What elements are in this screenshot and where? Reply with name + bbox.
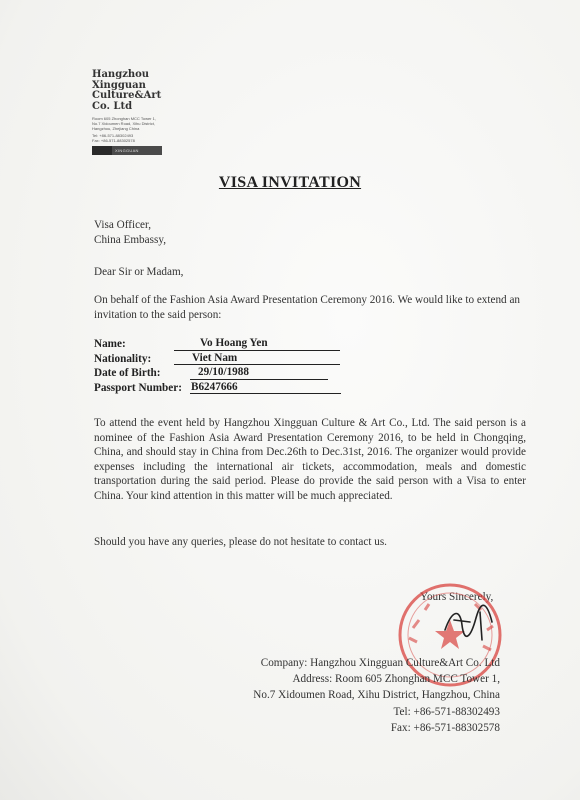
- brand-logo-icon: [92, 146, 112, 155]
- footer-tel: Tel: +86-571-88302493: [393, 705, 500, 718]
- letterhead-address-line: Room 605 Zhonghan MCC Tower 1,: [92, 116, 156, 121]
- dob-label: Date of Birth:: [94, 367, 161, 380]
- footer-company: Company: Hangzhou Xingguan Culture&Art Co. Ltd: [260, 657, 500, 669]
- letterhead-address-line: No.7 Xidoumen Road, Xihu District,: [92, 121, 155, 126]
- footer-address-line1: Address: Room 605 Zhonghan MCC Tower 1,: [292, 673, 500, 686]
- signature-icon: [440, 600, 500, 645]
- footer-fax: Fax: +86-571-88302578: [390, 721, 500, 734]
- letterhead-address-line: Hangzhou, Zhejiang China: [92, 126, 140, 131]
- letterhead-company-line: Culture&Art: [92, 90, 162, 101]
- recipient-officer: Visa Officer,: [94, 219, 152, 231]
- passport-value: B6247666: [190, 381, 341, 395]
- nationality-value: Viet Nam: [174, 352, 340, 366]
- nationality-row: [94, 352, 524, 367]
- passport-row: [94, 381, 524, 396]
- recipient-block: [94, 218, 526, 247]
- letterhead-company-line: Xingguan: [92, 79, 146, 91]
- letterhead-tel: Tel: +86-571-88302493: [92, 133, 134, 138]
- salutation: Dear Sir or Madam,: [94, 266, 184, 278]
- document-title: VISA INVITATION: [218, 174, 362, 191]
- brand-name: XINGGUAN: [115, 148, 139, 153]
- dob-row: [94, 366, 524, 381]
- letterhead-company-line: Co. Ltd: [92, 100, 133, 112]
- queries-paragraph: Should you have any queries, please do not hesitate to contact us.: [94, 536, 387, 548]
- letterhead: [92, 70, 172, 155]
- letterhead-company-line: Hangzhou: [92, 69, 150, 80]
- footer-address-line2: No.7 Xidoumen Road, Xihu District, Hangzhou, China: [253, 689, 500, 702]
- person-details: [94, 337, 524, 395]
- letterhead-fax: Fax: +86-571-88302578: [92, 138, 135, 143]
- name-row: [94, 337, 524, 352]
- nationality-label: Nationality:: [94, 352, 152, 365]
- closing: Yours Sincerely,: [420, 591, 494, 603]
- intro-paragraph: On behalf of the Fashion Asia Award Presentation Ceremony 2016. We would like to extend an invitation to the said person:: [94, 294, 521, 321]
- dob-value: 29/10/1988: [190, 366, 328, 380]
- passport-label: Passport Number:: [94, 381, 182, 394]
- recipient-embassy: China Embassy,: [94, 233, 166, 246]
- name-label: Name:: [94, 338, 126, 350]
- letterhead-address: [92, 116, 172, 131]
- letterhead-company: [92, 70, 172, 112]
- event-paragraph: To attend the event held by Hangzhou Xingguan Culture & Art Co., Ltd. The said person is a nominee of the Fashion Asia Award Presentation Ceremony 2016, to be held in Chongqing, China, and should stay in China from Dec.26th to Dec.31st, 2016. The organizer would provide expenses including the international air tickets, accommodation, meals and domestic transportation during the said period. Please do provide the said person with a Visa to enter China. Your kind attention in this matter will be much appreciated.: [94, 417, 526, 502]
- letterhead-contact: [92, 133, 172, 143]
- brand-bar: [92, 146, 162, 155]
- name-value: Vo Hoang Yen: [174, 337, 340, 351]
- footer-contact: [180, 655, 500, 736]
